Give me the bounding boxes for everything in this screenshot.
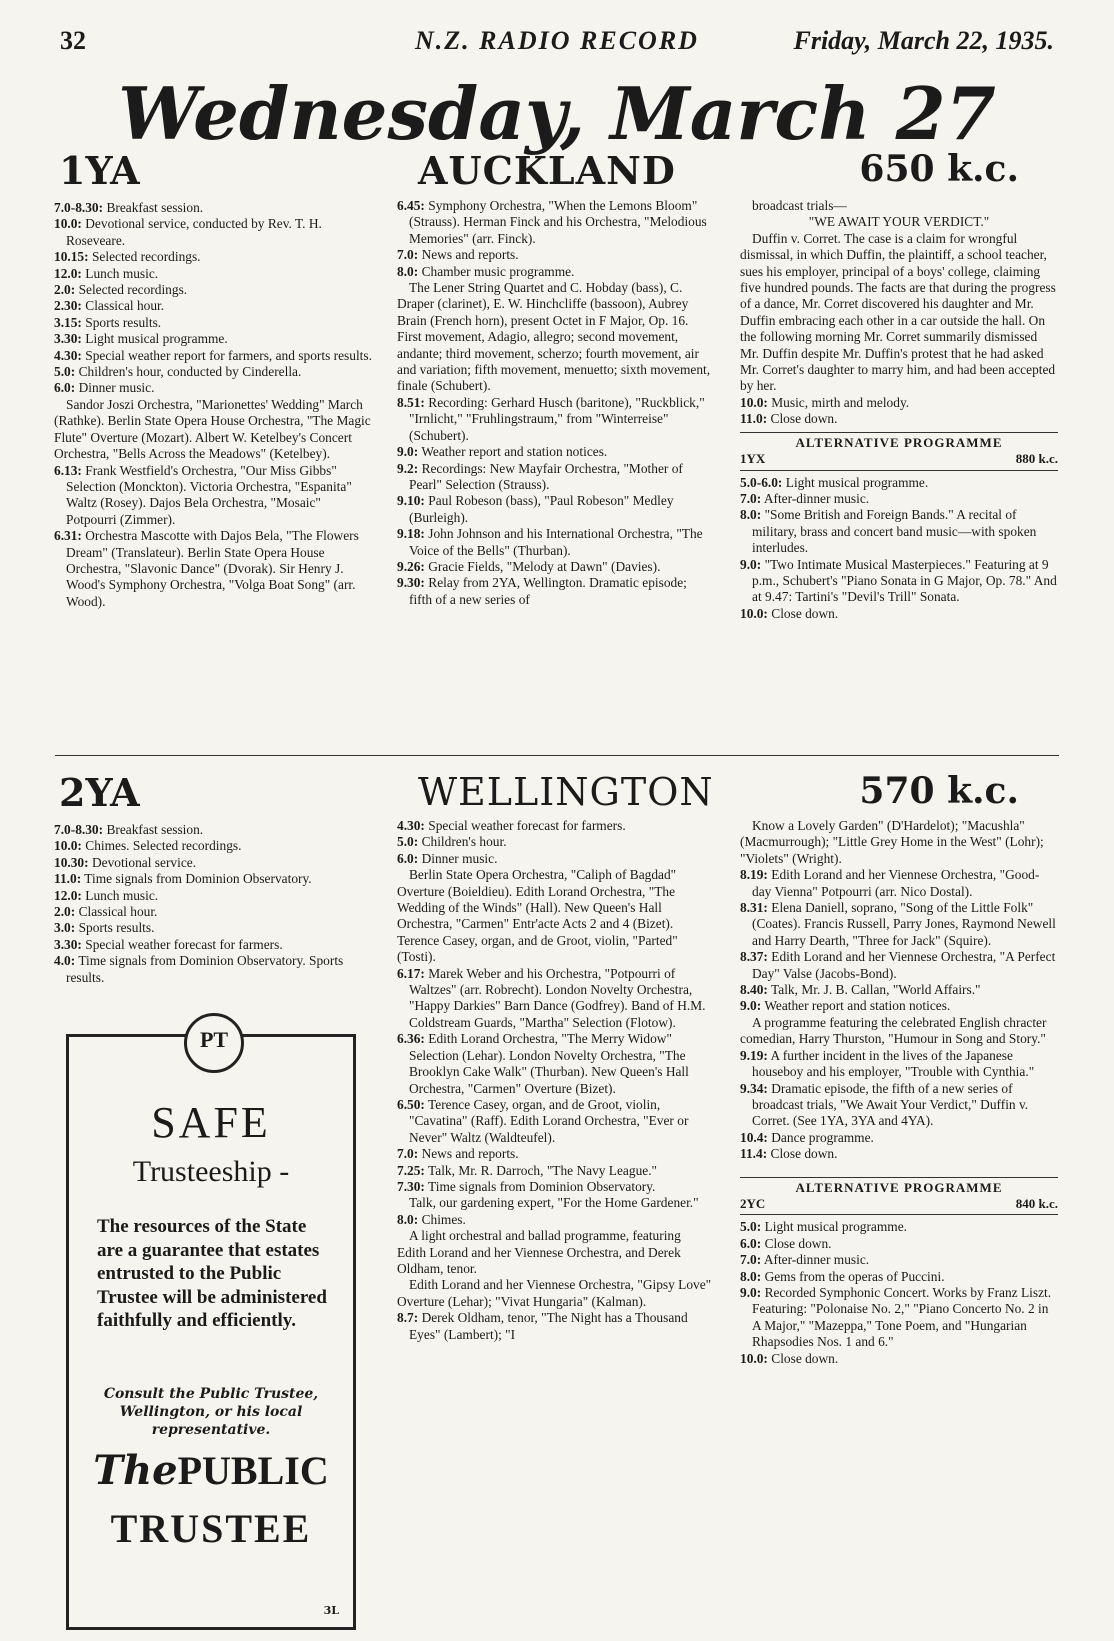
entry-text: Special weather forecast for farmers. [428, 818, 626, 833]
entry-time: 10.0: [740, 394, 768, 410]
entry-time: 10.4: [740, 1129, 768, 1145]
entry-time: 12.0: [54, 887, 82, 903]
programme-entry [54, 871, 372, 887]
entry-text: Close down. [770, 1146, 838, 1162]
entry-time: 11.0: [54, 871, 82, 887]
station-city: AUCKLAND [418, 148, 676, 193]
entry-text: Recorded Symphonic Concert. Works by Franz Liszt. Featuring: "Polonaise No. 2," "Piano Concerto No. 2 in A Major," "Mazeppa," Tone Poem, and "Hungarian Rhapsodies Nos. 1 and 6." [752, 1284, 1052, 1350]
entry-text: Chimes. Selected recordings. [85, 838, 242, 854]
programme-entry [54, 216, 372, 249]
entry-time: 9.2: [397, 460, 419, 476]
entry-text: Symphony Orchestra, "When the Lemons Bloom" (Strauss). Herman Finck and his Orchestra, "Melodious Memories" (arr. Finck). [409, 198, 707, 246]
alt-title: ALTERNATIVE PROGRAMME [795, 1179, 1003, 1195]
entry-text: Breakfast session. [106, 200, 204, 215]
entry-time: 6.0: [54, 380, 76, 396]
entry-time: 10.30: [54, 854, 89, 870]
entry-text: Light musical programme. [785, 474, 929, 490]
entry-text: Berlin State Opera Orchestra, "Caliph of Bagdad" Overture (Boieldieu). Edith Lorand Orchestra, "The Wedding of the Winds" (Hall). New Queen's Hall Orchestra, "Carmen" Entr'acte Acts 2 and 4 (Bizet). Terence Casey, organ, and de Groot, violin, "Parted" (Tosti). [397, 867, 678, 965]
programme-entry [397, 818, 712, 834]
entry-text: Paul Robeson (bass), "Paul Robeson" Medley (Burleigh). [409, 493, 674, 525]
programme-entry [54, 528, 372, 610]
entry-text: "Some British and Foreign Bands." A recital of military, brass and concert band music—with spoken interludes. [752, 507, 1037, 556]
entry-text: Classical hour. [78, 904, 158, 920]
entry-time: 6.31: [54, 528, 82, 544]
entry-text: Marek Weber and his Orchestra, "Potpourri of Waltzes" (arr. Robrecht). London Novelty Orchestra, "Happy Darkies" Barn Dance (Godfrey). Band of H.M. Coldstream Guards, "Martha" Selection (Flotow). [409, 965, 706, 1030]
programme-entry [397, 280, 712, 395]
alt-frequency: 840 k.c. [1015, 1195, 1058, 1211]
programme-entry [397, 1179, 712, 1195]
programme-entry [397, 461, 712, 494]
entry-text: Talk, Mr. J. B. Callan, "World Affairs." [771, 982, 981, 998]
programme-entry [54, 855, 372, 871]
programme-entry [54, 315, 372, 331]
programme-entry [54, 331, 372, 347]
entry-text: "Two Intimate Musical Masterpieces." Featuring at 9 p.m., Schubert's "Piano Sonata in G Major, Op. 78." And at 9.47: Tartini's "Devil's Trill" Sonata. [752, 556, 1057, 605]
programme-entry [397, 1097, 712, 1146]
entry-time: 9.18: [397, 526, 425, 542]
entry-text: A further incident in the lives of the Japanese houseboy and his employer, "Trouble with Cynthia." [752, 1047, 1035, 1080]
programme-entry [740, 949, 1058, 982]
entry-time: 8.19: [740, 867, 768, 883]
entry-time: 7.30: [397, 1178, 425, 1194]
entry-text: News and reports. [421, 1146, 519, 1162]
entry-text: Time signals from Dominion Observatory. [428, 1178, 656, 1194]
entry-text: The Lener String Quartet and C. Hobday (bass), C. Draper (clarinet), E. W. Hinchcliffe (bassoon), Aubrey Brain (French horn), present Octet in F Major, Op. 16. First movement, Adagio, allegro; second movement, andante; third movement, scherzo; fourth movement, air and variation; fifth movement, menuetto; sixth movement, finale (Schubert). [397, 280, 711, 394]
entry-text: Classical hour. [85, 298, 165, 314]
programme-entry [397, 1146, 712, 1162]
ad-body: The resources of the State are a guarantee that estates entrusted to the Public Trustee will be administered faithfully and efficiently. [97, 1216, 327, 1331]
programme-entry [397, 526, 712, 559]
ad-brand-line-1 [69, 1447, 353, 1494]
ad-subheadline: Trusteeship - [132, 1155, 290, 1188]
alt-call: 1YX [740, 451, 766, 467]
programme-entry [54, 822, 372, 838]
entry-time: 2.0: [54, 282, 76, 298]
programme-entry [740, 982, 1058, 998]
entry-time: 10.0: [54, 216, 82, 232]
entry-time: 9.10: [397, 493, 425, 509]
station-city: WELLINGTON [418, 770, 714, 814]
programme-entry [54, 463, 372, 529]
entry-text: Chimes. [421, 1211, 466, 1227]
public-trustee-logo: PT [184, 1013, 244, 1073]
entry-time: 5.0: [54, 364, 76, 380]
entry-time: 6.36: [397, 1031, 425, 1047]
programme-entry [740, 1081, 1058, 1130]
ad-headline: SAFE [151, 1098, 271, 1147]
entry-time: 8.0: [740, 1268, 762, 1284]
programme-entry [740, 557, 1058, 606]
entry-text: Recording: Gerhard Husch (baritone), "Ruckblick," "Irnlicht," "Fruhlingstraum," from "Winterreise" (Schubert). [409, 394, 705, 443]
programme-entry [740, 1252, 1058, 1268]
entry-text: Sports results. [85, 314, 162, 330]
programme-entry [54, 920, 372, 936]
ad-consult-note: Consult the Public Trustee, Wellington, or his local representative. [103, 1386, 319, 1438]
programme-entry [54, 348, 372, 364]
entry-text: Edith Lorand and her Viennese Orchestra, "Good-day Vienna" Potpourri (arr. Nico Dostal). [752, 867, 1040, 899]
entry-time: 8.0: [397, 1211, 419, 1227]
programme-entry [740, 1015, 1058, 1048]
programme-entry [397, 247, 712, 263]
programme-entry [54, 364, 372, 380]
programme-entry [740, 1130, 1058, 1146]
programme-entry [397, 834, 712, 850]
wellington-column-2 [397, 818, 712, 1343]
entry-time: 4.30: [54, 347, 82, 363]
entry-time: 8.40: [740, 982, 768, 998]
entry-text: Weather report and station notices. [421, 444, 608, 460]
entry-text: After-dinner music. [763, 1252, 870, 1268]
entry-text: Dance programme. [771, 1129, 874, 1145]
entry-text: Know a Lovely Garden" (D'Hardelot); "Macushla" (Macmurrough); "Little Grey Home in the West" (Lohr); "Violets" (Wright). [740, 818, 1044, 866]
entry-time: 6.0: [397, 850, 419, 866]
entry-text: Sandor Joszi Orchestra, "Marionettes' Wedding" March (Rathke). Berlin State Opera House Orchestra, "The Magic Flute" Overture (Mozart). Albert W. Ketelbey's Concert Orchestra, "Bells Across the Meadows" (Ketelbey). [54, 396, 371, 462]
entry-text: Frank Westfield's Orchestra, "Our Miss Gibbs" Selection (Monckton). Victoria Orchestra, "Espanita" Waltz (Rosey). Dajos Bela Orchestra, "Mosaic" Potpourri (Zimmer). [66, 462, 352, 527]
entry-time: 7.0-8.30: [54, 200, 104, 215]
entry-text: Duffin v. Corret. The case is a claim for wrongful dismissal, in which Duffin, the plaintiff, a school teacher, sues his employer, principal of a boys' college, claiming five hundred pounds. The facts are that during the progress of a dance, Mr. Corret discovered his daughter and Mr. Duffin embracing each other in a car outside the hall. On the following morning Mr. Corret summarily dismissed Mr. Duffin despite Mr. Duffin's protest that he had asked Mr. Corret's daughter to marry him, and had been accepted by her. [740, 230, 1056, 394]
programme-entry [740, 475, 1058, 491]
programme-entry [54, 953, 372, 986]
programme-entry [397, 1195, 712, 1211]
programme-entry [397, 1277, 712, 1310]
entry-time: 11.4: [740, 1146, 768, 1162]
alternative-programme-box [740, 432, 1058, 471]
programme-entry [740, 198, 1058, 214]
entry-text: Close down. [771, 1350, 839, 1366]
entry-time: 9.19: [740, 1047, 768, 1063]
programme-entry [740, 867, 1058, 900]
entry-time: 9.30: [397, 575, 425, 591]
programme-entry [397, 395, 712, 444]
programme-entry [397, 264, 712, 280]
entry-time: 9.34: [740, 1080, 768, 1096]
entry-time: 5.0: [740, 1219, 762, 1235]
station-frequency: 650 k.c. [859, 148, 1019, 190]
entry-text: A light orchestral and ballad programme, featuring Edith Lorand and her Viennese Orchestra, and Derek Oldham, tenor. [397, 1228, 681, 1276]
entry-time: 7.25: [397, 1162, 425, 1178]
programme-entry [740, 1351, 1058, 1367]
entry-text: broadcast trials— [752, 198, 847, 213]
entry-time: 8.37: [740, 949, 768, 965]
entry-time: 8.0: [740, 507, 762, 523]
entry-text: Special weather forecast for farmers. [85, 936, 283, 952]
entry-text: Lunch music. [85, 265, 159, 281]
entry-text: Special weather report for farmers, and sports results. [85, 347, 372, 363]
programme-entry [740, 1285, 1058, 1351]
entry-time: 8.7: [397, 1310, 419, 1326]
running-header [60, 26, 1054, 60]
entry-time: 9.0: [397, 444, 419, 460]
entry-text: John Johnson and his International Orchestra, "The Voice of the Bells" (Thurban). [409, 526, 703, 558]
programme-entry [740, 1236, 1058, 1252]
station-call: 1YA [59, 148, 140, 193]
programme-entry [54, 904, 372, 920]
entry-text: Breakfast session. [106, 822, 204, 837]
programme-entry [397, 851, 712, 867]
entry-text: Lunch music. [85, 887, 159, 903]
programme-entry [740, 231, 1058, 395]
entry-text: Recordings: New Mayfair Orchestra, "Mother of Pearl" Selection (Strauss). [409, 460, 683, 492]
entry-time: 9.26: [397, 558, 425, 574]
entry-time: 12.0: [54, 265, 82, 281]
programme-entry [397, 1212, 712, 1228]
programme-entry [54, 249, 372, 265]
entry-time: 9.0: [740, 1284, 762, 1300]
station-call: 2YA [59, 770, 140, 815]
entry-text: Close down. [771, 605, 839, 621]
alt-frequency: 880 k.c. [1015, 451, 1058, 467]
ad-code: 3L [323, 1604, 339, 1617]
programme-entry [54, 266, 372, 282]
programme-entry [740, 606, 1058, 622]
entry-time: 2.0: [54, 904, 76, 920]
entry-text: Light musical programme. [764, 1219, 907, 1235]
auckland-column-2 [397, 198, 712, 608]
entry-time: 10.0: [54, 838, 82, 854]
programme-entry [740, 214, 1058, 230]
entry-time: 6.13: [54, 462, 82, 478]
ad-brand-trustee: TRUSTEE [110, 1506, 312, 1551]
entry-text: Time signals from Dominion Observatory. Sports results. [66, 953, 344, 985]
entry-time: 6.17: [397, 965, 425, 981]
entry-time: 6.45: [397, 198, 425, 213]
entry-text: Talk, our gardening expert, "For the Home Gardener." [409, 1195, 699, 1211]
alternative-programme-box [740, 1177, 1058, 1216]
entry-text: Sports results. [78, 920, 155, 936]
entry-time: 8.31: [740, 900, 768, 916]
programme-entry [740, 818, 1058, 867]
programme-entry [397, 198, 712, 247]
entry-text: Gems from the operas of Puccini. [764, 1268, 945, 1284]
entry-time: 3.30: [54, 936, 82, 952]
entry-time: 4.30: [397, 818, 425, 833]
entry-text: Weather report and station notices. [764, 998, 951, 1014]
programme-entry [740, 1048, 1058, 1081]
page-number: 32 [60, 26, 86, 55]
entry-text: Terence Casey, organ, and de Groot, violin, "Cavatina" (Raff). Edith Lorand Orchestra, "Ever or Never" Waltz (Waldteufel). [409, 1096, 689, 1145]
entry-text: Selected recordings. [91, 249, 201, 265]
programme-entry [397, 493, 712, 526]
entry-time: 9.0: [740, 556, 762, 572]
entry-text: Light musical programme. [85, 331, 228, 347]
entry-text: After-dinner music. [763, 490, 870, 506]
station-frequency: 570 k.c. [859, 770, 1019, 812]
entry-text: Relay from 2YA, Wellington. Dramatic episode; fifth of a new series of [409, 575, 687, 607]
programme-entry [54, 298, 372, 314]
entry-time: 5.0-6.0: [740, 474, 783, 490]
programme-entry [397, 444, 712, 460]
programme-entry [740, 411, 1058, 427]
programme-entry [397, 867, 712, 965]
entry-time: 11.0: [740, 411, 768, 427]
entry-text: Chamber music programme. [421, 263, 575, 279]
programme-entry [740, 900, 1058, 949]
programme-entry [740, 491, 1058, 507]
wellington-column-3 [740, 818, 1058, 1367]
entry-text: Elena Daniell, soprano, "Song of the Little Folk" (Coates). Francis Russell, Parry Jones, Raymond Newell and Harry Dearth, "Three for Jack" (Squire). [752, 900, 1056, 948]
issue-date: Friday, March 22, 1935. [793, 26, 1054, 55]
publication-title: N.Z. RADIO RECORD [415, 26, 699, 55]
entry-text: Orchestra Mascotte with Dajos Bela, "The Flowers Dream" (Translateur). Berlin State Opera House Orchestra, "Slavonic Dance" (Dvorak). Sir Henry J. Wood's Symphony Orchestra, "Volga Boat Song" (arr. Wood). [66, 528, 359, 609]
programme-entry [740, 507, 1058, 556]
entry-text: Gracie Fields, "Melody at Dawn" (Davies). [428, 558, 661, 574]
entry-text: Talk, Mr. R. Darroch, "The Navy League." [428, 1162, 658, 1178]
ad-brand-public: PUBLIC [177, 1448, 329, 1493]
programme-entry [54, 888, 372, 904]
entry-time: 7.0: [397, 1146, 419, 1162]
entry-text: Children's hour. [421, 834, 507, 850]
entry-text: Devotional service, conducted by Rev. T. H. Roseveare. [66, 216, 322, 248]
entry-text: Derek Oldham, tenor, "The Night has a Thousand Eyes" (Lambert); "I [409, 1310, 688, 1342]
programme-entry [740, 998, 1058, 1014]
programme-entry [397, 1228, 712, 1277]
entry-time: 2.30: [54, 298, 82, 314]
entry-time: 7.0: [740, 1252, 762, 1268]
entry-text: Dinner music. [421, 850, 498, 866]
entry-time: 7.0: [397, 247, 419, 263]
auckland-column-3 [740, 198, 1058, 622]
alt-call: 2YC [740, 1195, 766, 1211]
programme-entry [740, 395, 1058, 411]
entry-time: 8.0: [397, 263, 419, 279]
entry-text: Dramatic episode, the fifth of a new series of broadcast trials, "We Await Your Verdict," Duffin v. Corret. (See 1YA, 3YA and 4YA). [752, 1080, 1029, 1129]
programme-entry [397, 559, 712, 575]
entry-text: Time signals from Dominion Observatory. [84, 871, 312, 887]
programme-entry [54, 380, 372, 396]
programme-entry [740, 1269, 1058, 1285]
entry-time: 10.0: [740, 605, 768, 621]
section-divider [55, 755, 1059, 756]
entry-text: News and reports. [421, 247, 519, 263]
entry-time: 6.0: [740, 1235, 762, 1251]
entry-text: "WE AWAIT YOUR VERDICT." [808, 214, 990, 230]
entry-time: 7.0-8.30: [54, 822, 104, 837]
entry-text: Music, mirth and melody. [771, 394, 910, 410]
entry-time: 10.15: [54, 249, 89, 265]
ad-brand-the: The [93, 1447, 178, 1494]
programme-entry [397, 1163, 712, 1179]
entry-text: A programme featuring the celebrated English chracter comedian, Harry Thurston, "Humour in Song and Story." [740, 1014, 1047, 1047]
programme-entry [54, 282, 372, 298]
entry-time: 9.0: [740, 998, 762, 1014]
entry-text: Edith Lorand and her Viennese Orchestra, "Gipsy Love" Overture (Lehar); "Vivat Hungaria" (Kalman). [397, 1277, 712, 1309]
wellington-heading [55, 770, 1059, 820]
programme-entry [397, 1310, 712, 1343]
alt-title: ALTERNATIVE PROGRAMME [795, 434, 1003, 450]
entry-text: Selected recordings. [78, 282, 188, 298]
entry-text: Devotional service. [91, 854, 197, 870]
programme-entry [397, 966, 712, 1032]
programme-entry [54, 200, 372, 216]
day-title: Wednesday, March 27 [118, 71, 996, 156]
programme-entry [397, 575, 712, 608]
wellington-column-1 [54, 822, 372, 986]
programme-entry [397, 1031, 712, 1097]
entry-time: 7.0: [740, 490, 762, 506]
public-trustee-advertisement [66, 1027, 356, 1630]
auckland-heading [55, 148, 1059, 198]
entry-text: Dinner music. [78, 380, 155, 396]
programme-entry [54, 838, 372, 854]
entry-text: Edith Lorand Orchestra, "The Merry Widow" Selection (Lehar). London Novelty Orchestra, "The Brooklyn Cake Walk" (Thurban). New Queen's Hall Orchestra, "Carmen" Overture (Bizet). [409, 1031, 689, 1096]
programme-entry [54, 937, 372, 953]
entry-text: Children's hour, conducted by Cinderella. [78, 364, 302, 380]
entry-time: 5.0: [397, 834, 419, 850]
entry-time: 4.0: [54, 953, 76, 969]
entry-time: 10.0: [740, 1350, 768, 1366]
auckland-column-1 [54, 200, 372, 610]
entry-time: 3.30: [54, 331, 82, 347]
entry-text: Close down. [770, 411, 838, 427]
programme-entry [54, 397, 372, 463]
entry-time: 6.50: [397, 1096, 425, 1112]
entry-time: 3.0: [54, 920, 76, 936]
programme-entry [740, 1219, 1058, 1235]
programme-entry [740, 1146, 1058, 1162]
entry-time: 3.15: [54, 314, 82, 330]
entry-text: Close down. [764, 1235, 832, 1251]
entry-text: Edith Lorand and her Viennese Orchestra, "A Perfect Day" Valse (Jacobs-Bond). [752, 949, 1056, 981]
entry-time: 8.51: [397, 394, 425, 410]
